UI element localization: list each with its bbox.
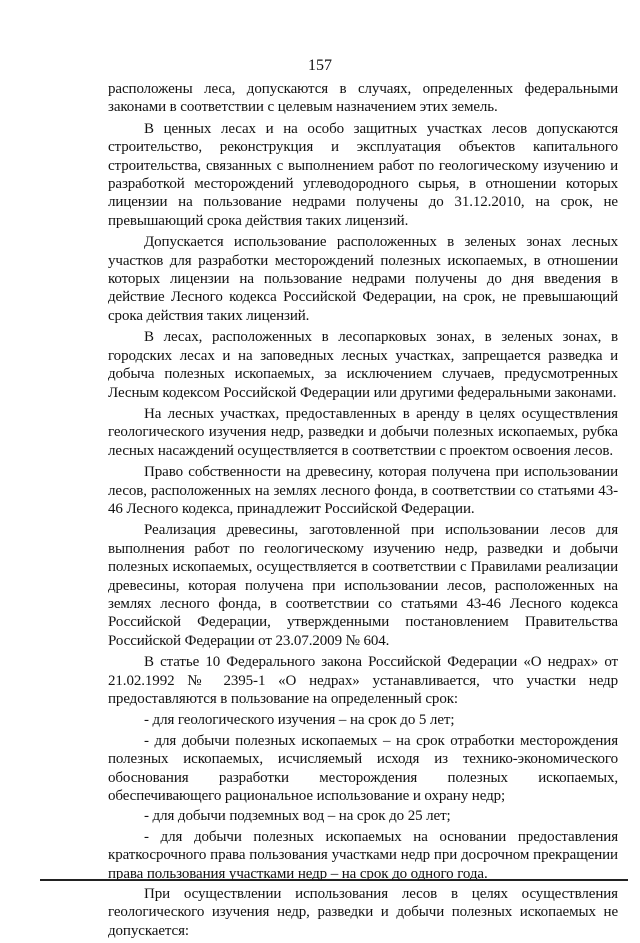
paragraph: В ценных лесах и на особо защитных участках лесов допускаются строительство, реконструкция и эксплуатация объектов капитального строительства, связанных с выполнением работ по геологическому изучению и разработкой месторождений углеводородного сырья, в отношении которых лицензии на пользование недрами получены до 31.12.2010, на срок, не превышающий срока действия таких лицензий. [108, 120, 618, 229]
body-text [108, 80, 618, 943]
paragraph: В статье 10 Федерального закона Российской Федерации «О недрах» от 21.02.1992 № 2395-1 «О недрах» устанавливается, что участки недр предоставляются в пользование на определенный срок: [108, 654, 618, 707]
paragraph: При осуществлении использования лесов в целях осуществления геологического изучения недр, разведки и добычи полезных ископаемых не допускается: [108, 886, 618, 939]
paragraph: расположены леса, допускаются в случаях, определенных федеральными законами в соответствии с целевым назначением этих земель. [108, 81, 618, 116]
paragraph: Реализация древесины, заготовленной при использовании лесов для выполнения работ по геологическому изучению недр, разведки и добычи полезных ископаемых, осуществляется в соответствии с Правилами реализации древесины, которая получена при использовании лесов, расположенных на землях лесного фонда, в соответствии со статьями 43-46 Лесного кодекса Российской Федерации, утвержденными постановлением Правительства Российской Федерации от 23.07.2009 № 604. [108, 522, 618, 649]
paragraph: Право собственности на древесину, которая получена при использовании лесов, расположенных на землях лесного фонда, в соответствии со статьями 43-46 Лесного кодекса, принадлежит Российской Федерации. [108, 464, 618, 517]
list-item: - для добычи полезных ископаемых на основании предоставления краткосрочного права пользования участками недр при досрочном прекращении права пользования участками недр – на срок до одного года. [108, 828, 618, 882]
paragraph: Допускается использование расположенных в зеленых зонах лесных участков для разработки месторождений полезных ископаемых, в отношении которых лицензии на пользование недрами получены до дня введения в действие Лесного кодекса Российской Федерации, на срок, не превышающий срока действия таких лицензий. [108, 234, 618, 324]
footer-divider [40, 879, 628, 881]
paragraph: На лесных участках, предоставленных в аренду в целях осуществления геологического изучения недр, разведки и добычи полезных ископаемых, рубка лесных насаждений осуществляется в соответствии с проектом освоения лесов. [108, 405, 618, 459]
paragraph: В лесах, расположенных в лесопарковых зонах, в зеленых зонах, в городских лесах и на заповедных лесных участках, запрещается разведка и добыча полезных ископаемых, за исключением случаев, предусмотренных Лесным кодексом Российской Федерации или другими федеральными законами. [108, 329, 618, 401]
list-item: - для добычи подземных вод – на срок до 25 лет; [144, 808, 451, 825]
list-item: - для добычи полезных ископаемых – на срок отработки месторождения полезных ископаемых, исчисляемый исходя из технико-экономического обоснования разработки месторождения полезных ископаемых, обеспечивающего рациональное использование и охрану недр; [108, 732, 618, 805]
page-number: 157 [308, 57, 332, 74]
list-item: - для геологического изучения – на срок до 5 лет; [144, 712, 455, 729]
